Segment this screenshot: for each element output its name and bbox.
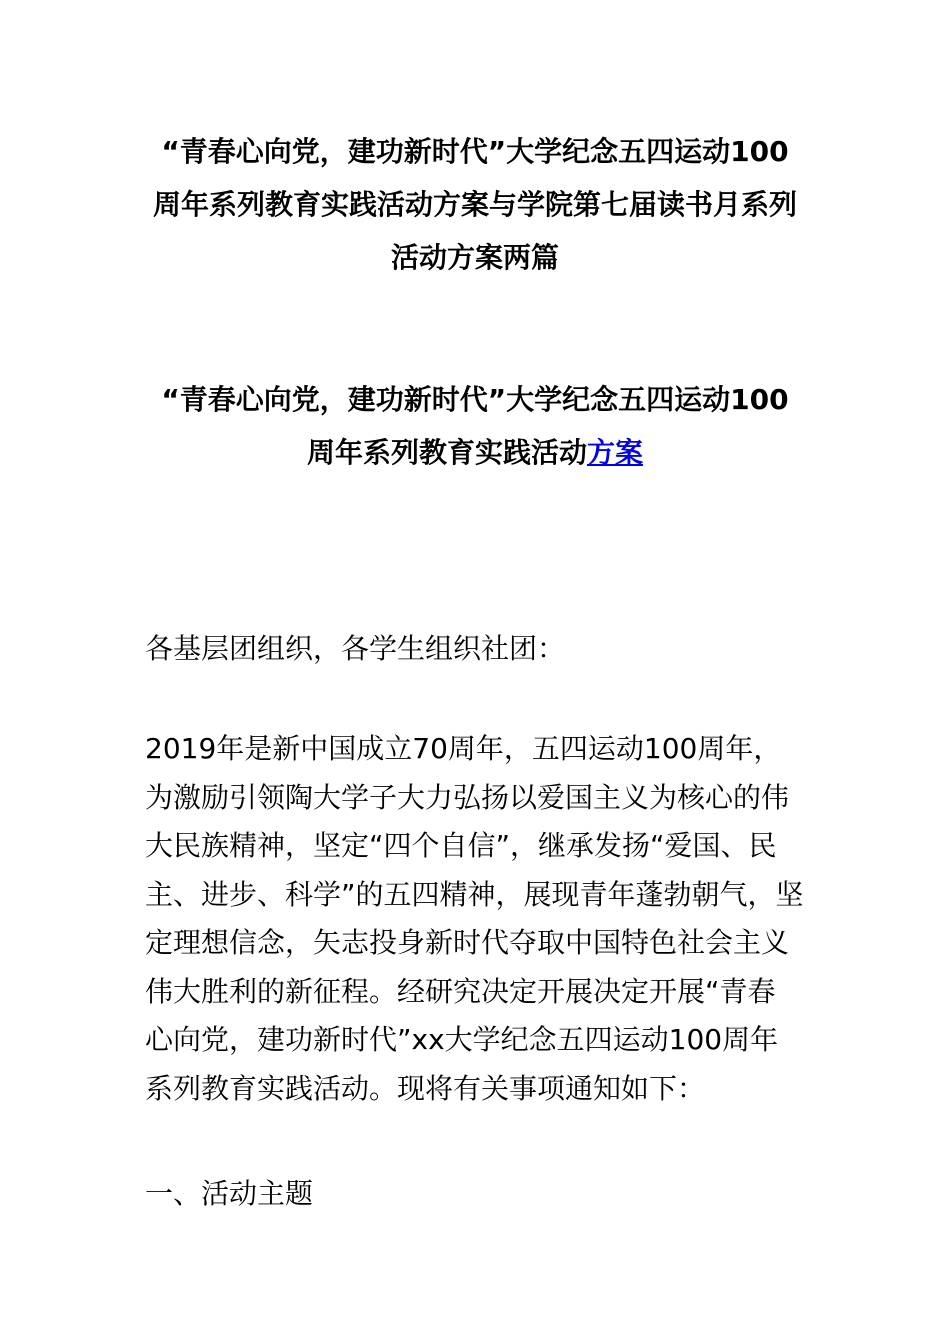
main-title-line: 活动方案两篇 <box>390 241 559 274</box>
paragraph-line: 为激励引领陶大学子大力弘扬以爱国主义为核心的伟 <box>145 780 790 814</box>
sub-title <box>140 373 810 479</box>
main-title <box>140 125 810 284</box>
paragraph-line: 系列教育实践活动。现将有关事项通知如下： <box>145 1071 706 1105</box>
paragraph-line: 2019年是新中国成立70周年，五四运动100周年， <box>145 732 782 765</box>
paragraph-line: 大民族精神，坚定“四个自信”，继承发扬“爱国、民 <box>145 829 777 862</box>
sub-title-line: “青春心向党，建功新时代”大学纪念五四运动100 <box>161 383 789 416</box>
paragraph-line: 定理想信念，矢志投身新时代夺取中国特色社会主义 <box>145 926 790 959</box>
section-heading: 一、活动主题 <box>145 1177 314 1210</box>
paragraph-line: 主、进步、科学”的五四精神，展现青年蓬勃朝气，坚 <box>145 877 804 911</box>
paragraph-line: 伟大胜利的新征程。经研究决定开展决定开展“青春 <box>145 974 776 1008</box>
plan-link[interactable]: 方案 <box>587 436 644 469</box>
greeting-line: 各基层团组织，各学生组织社团： <box>145 632 566 665</box>
sub-title-line <box>140 426 810 479</box>
paragraph-line: 心向党，建功新时代”xx大学纪念五四运动100周年 <box>145 1023 779 1056</box>
main-title-line: 周年系列教育实践活动方案与学院第七届读书月系列 <box>152 188 797 221</box>
main-title-line: “青春心向党，建功新时代”大学纪念五四运动100 <box>161 135 789 168</box>
intro-paragraph <box>145 725 810 1113</box>
sub-title-text: 周年系列教育实践活动 <box>306 436 587 469</box>
